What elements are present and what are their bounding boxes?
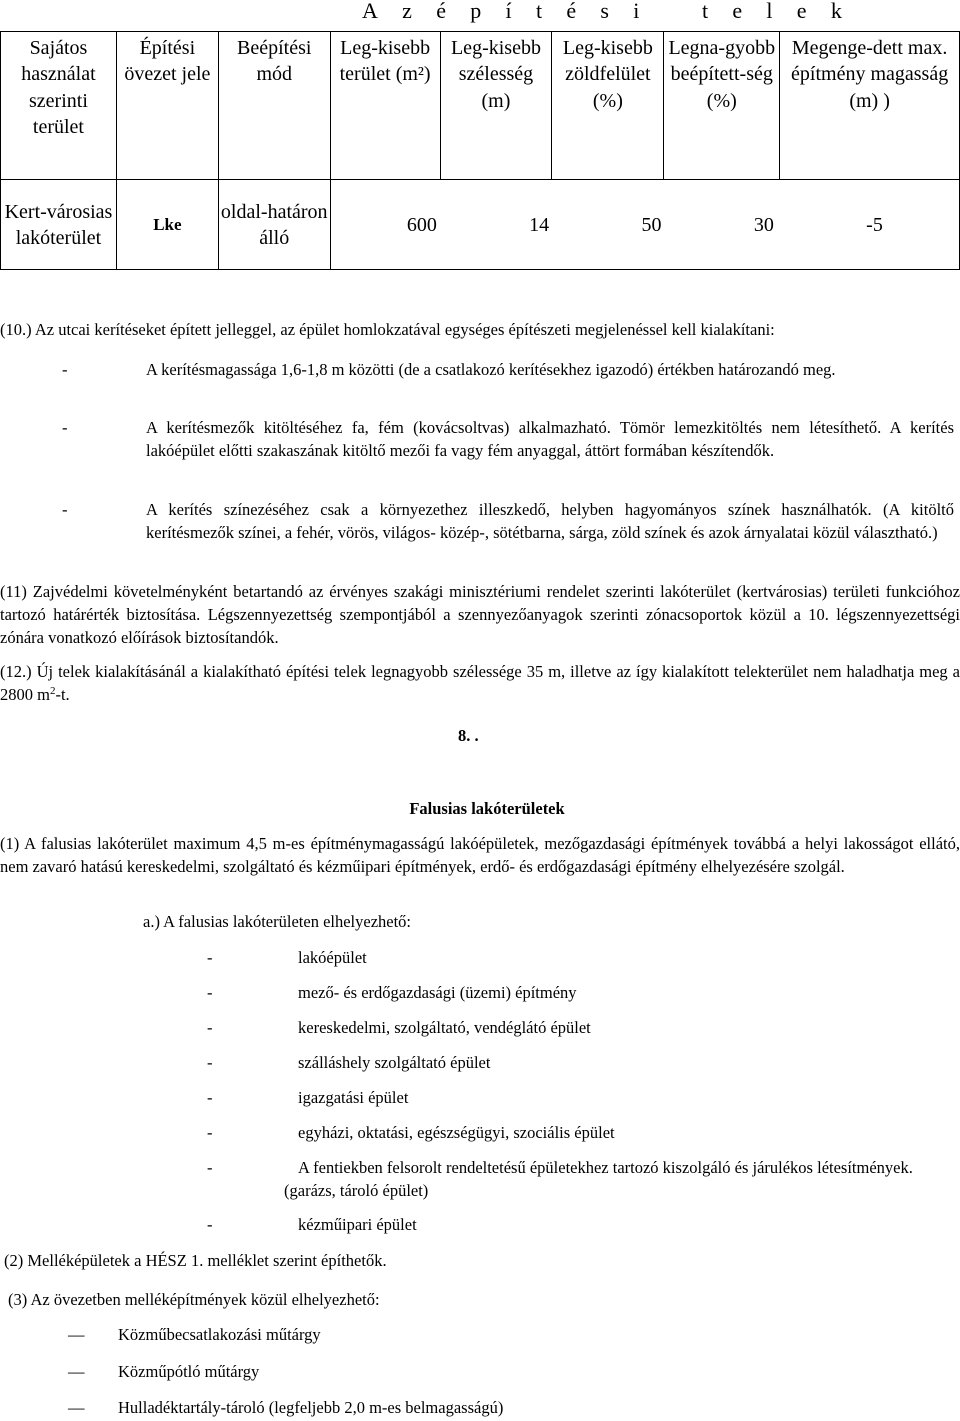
header-cell: Leg-kisebb szélesség (m) <box>440 32 552 180</box>
table-super-header: A z é p í t é s i t e l e k <box>362 0 842 23</box>
header-cell: Építési övezet jele <box>116 32 218 180</box>
header-cell: Megenge-dett max. építmény magasság (m) ) <box>780 32 960 180</box>
paragraph-s3: (3) Az övezetben melléképítmények közül elhelyezhető: <box>8 1290 380 1309</box>
paragraph-10: (10.) Az utcai kerítéseket épített jelleggel, az épület homlokzatával egységes építészeti megjelenéssel kell kialakítani: <box>0 320 775 339</box>
header-cell: Legna-gyobb beépített-ség (%) <box>664 32 780 180</box>
header-cell: Beépítési mód <box>218 32 330 180</box>
value-min-green: 50 <box>641 213 662 236</box>
value-min-width: 14 <box>529 213 550 236</box>
paragraph-12: (12.) Új telek kialakításánál a kialakítható építési telek legnagyobb szélessége 35 m, illetve az így kialakított telekterület nem haladhatja meg a 2800 $m^2-t$. <box>0 662 960 705</box>
value-max-height: -5 <box>866 213 883 236</box>
paragraph-a: a.) A falusias lakóterületen elhelyezhető: <box>143 912 412 931</box>
header-cell: Leg-kisebb terület (m²) <box>330 32 440 180</box>
table-row <box>1 180 960 270</box>
area-cell: Kert-városias lakóterület <box>1 180 117 270</box>
value-max-coverage: 30 <box>753 213 774 236</box>
values-cell <box>330 180 959 270</box>
section-title: Falusias lakóterületek <box>409 799 565 818</box>
paragraph-11: (11) Zajvédelmi követelményként betartandó az érvényes szakági minisztériumi rendelet szerinti lakóterület (kertvárosias) területi funkcióhoz tartozó határérték biztosítása. Légszennyezettség szempontjából a szennyezőanyagok szerinti zónacsoportok közül a 10. légszennyezettségi zónára vonatkozó előírások biztosítandók. <box>0 582 960 648</box>
header-cell: Leg-kisebb zöldfelület (%) <box>552 32 664 180</box>
section-number: 8. . <box>458 726 479 745</box>
regulation-table <box>0 31 960 270</box>
values-group <box>333 212 957 238</box>
build-mode-cell: oldal-határon álló <box>218 180 330 270</box>
value-min-area: 600 <box>406 213 437 236</box>
header-cell: Sajátos használat szerinti terület <box>1 32 117 180</box>
paragraph-s2: (2) Melléképületek a HÉSZ 1. melléklet szerint építhetők. <box>4 1251 387 1270</box>
table-header-row <box>1 32 960 180</box>
zone-code-cell: Lke <box>116 180 218 270</box>
list-item: - A fentiekben felsorolt rendeltetésű épületekhez tartozó kiszolgáló és járulékos létesítmények. (garázs, tároló épület) <box>207 1158 913 1201</box>
paragraph-s1: (1) A falusias lakóterület maximum 4,5 m-es építménymagasságú lakóépületek, mezőgazdasági építmények továbbá a helyi lakosságot ellátó, nem zavaró hatású kereskedelmi, szolgáltató és kézműipari építmények, erdő- és erdőgazdasági építmény elhelyezésére szolgál. <box>0 834 960 877</box>
